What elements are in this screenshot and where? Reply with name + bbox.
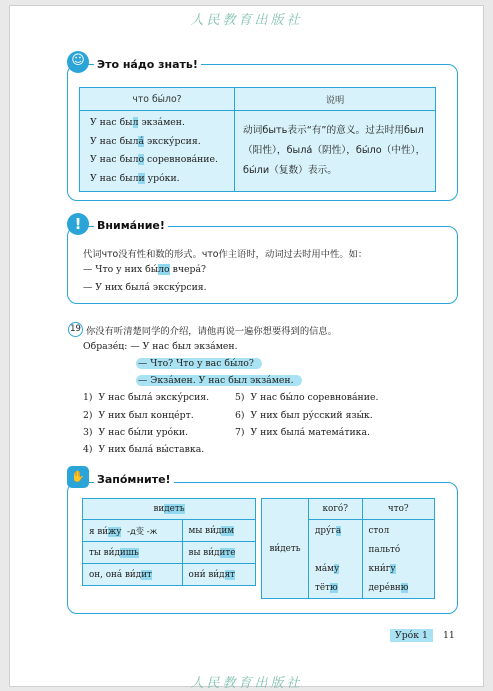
who-item: дру́га xyxy=(315,526,342,536)
example-row: У нас было соревнова́ние. xyxy=(90,154,218,165)
what-header: что? xyxy=(362,499,435,520)
who-header: кого́? xyxy=(309,499,363,520)
conj-cell: мы ви́дим xyxy=(182,520,255,542)
attention-example-answer: — У них была́ экску́рсия. xyxy=(83,282,207,293)
conj-cell: они́ ви́дят xyxy=(182,564,255,586)
exercise-item: 1) У нас была́ экску́рсия. xyxy=(83,392,210,403)
attention-example-question: — Что у них бы́ло вчера́? xyxy=(83,264,206,275)
lesson-label: Уро́к 1 xyxy=(390,629,433,642)
who-item: ма́му xyxy=(315,564,340,574)
smile-face-icon: ☺ xyxy=(67,51,89,73)
section-attention-title: Внима́ние! xyxy=(94,219,168,232)
sample-line-1: Образе́ц: — У нас был экза́мен. xyxy=(83,341,238,352)
what-item: стол xyxy=(368,526,390,536)
attention-rule: 代词что没有性和数的形式。что作主语时，动词过去时用中性。如： xyxy=(83,249,368,260)
exercise-item: 3) У нас бы́ли уро́ки. xyxy=(83,427,189,438)
who-item: тётю xyxy=(315,583,338,593)
section-remember-title: Запо́мните! xyxy=(94,473,174,486)
conj-cell: я ви́жу -д变 -ж xyxy=(83,520,183,542)
example-row: У нас был экза́мен. xyxy=(90,117,185,128)
conj-cell: вы ви́дите xyxy=(182,542,255,564)
what-item: дере́вню xyxy=(368,583,409,593)
who-list xyxy=(309,520,363,599)
exercise-item: 6) У них был ру́сский язы́к. xyxy=(235,410,373,421)
verb-cell: ви́деть xyxy=(262,499,309,599)
byt-past-table xyxy=(79,87,436,192)
verb-header: видеть xyxy=(83,499,256,520)
what-item: пальто́ xyxy=(368,545,401,555)
exercise-item: 2) У них был конце́рт. xyxy=(83,410,194,421)
section-must-know-title: Это на́до знать! xyxy=(94,58,201,71)
exercise-item: 4) У них была́ вы́ставка. xyxy=(83,444,205,455)
example-row: У нас была́ экску́рсия. xyxy=(90,135,201,147)
exercise-item: 5) У нас бы́ло соревнова́ние. xyxy=(235,392,379,403)
publisher-header: 人民教育出版社 xyxy=(190,13,303,28)
sample-line-2: — Что? Что у вас бы́ло? xyxy=(136,358,262,369)
example-row: У нас были уро́ки. xyxy=(90,172,180,184)
conj-cell: он, она́ ви́дит xyxy=(83,564,183,586)
col-header-explanation: 说明 xyxy=(235,88,436,111)
publisher-footer: 人民教育出版社 xyxy=(190,676,303,691)
col-header-what-was: что бы́ло? xyxy=(80,88,235,111)
exercise-instruction: 你没有听清楚同学的介绍，请他再说一遍你想要得到的信息。 xyxy=(86,326,338,337)
byt-explanation: 动词быть表示“有”的意义。过去时用был（阳性），была́（阴性），бы́ло（中性），бы́ли（复数）表示。 xyxy=(235,111,436,192)
videt-object-table xyxy=(261,498,435,599)
exercise-number: 19 xyxy=(68,322,83,337)
what-item: кни́гу xyxy=(368,564,396,574)
exercise-item: 7) У них была́ матема́тика. xyxy=(235,427,370,438)
conj-cell: ты ви́дишь xyxy=(83,542,183,564)
videt-conjugation-table xyxy=(82,498,256,586)
exclamation-icon: ! xyxy=(67,213,89,235)
hand-icon: ✋ xyxy=(67,466,89,488)
textbook-page xyxy=(9,5,484,691)
sample-line-3: — Экза́мен. У нас был экза́мен. xyxy=(136,375,302,386)
byt-examples xyxy=(80,111,235,192)
page-number: 11 xyxy=(443,630,455,641)
what-list xyxy=(362,520,435,599)
